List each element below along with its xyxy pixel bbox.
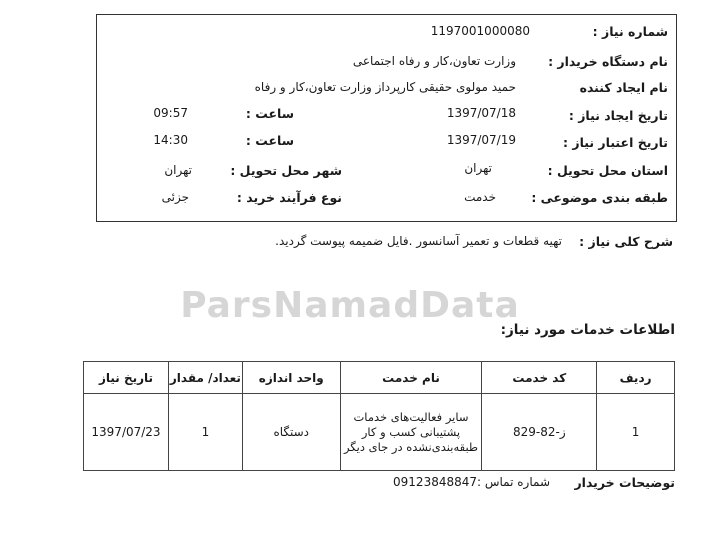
buyer-org-label: نام دستگاه خریدار : [548,54,668,69]
table-row [84,394,675,471]
buyer-notes-label: توضیحات خریدار [574,475,675,490]
created-time: 09:57 [153,106,188,120]
creator: حمید مولوی حقیقی کارپرداز وزارت تعاون،کار و رفاه [254,80,516,94]
validity-time-label: ساعت : [245,133,294,148]
need-number: 1197001000080 [430,24,530,38]
validity-date-label: تاریخ اعتبار نیاز : [563,135,668,150]
col-unit: واحد اندازه [242,362,340,394]
col-service-name: نام خدمت [340,362,482,394]
buyer-notes-value: شماره تماس :09123848847 [393,475,550,489]
buyer-org: وزارت تعاون،کار و رفاه اجتماعی [352,54,516,68]
purchase-type: جزئی [161,190,189,204]
description-value: تهیه قطعات و تعمیر آسانسور .فایل ضمیمه پیوست گردید. [275,234,562,248]
need-date: 1397/07/23 [84,394,169,471]
delivery-city: تهران [164,163,192,177]
validity-time: 14:30 [153,133,188,147]
col-quantity: تعداد/ مقدار [168,362,242,394]
delivery-province-label: استان محل تحویل : [547,163,668,178]
need-number-label: شماره نیاز : [592,24,668,39]
validity-date: 1397/07/19 [446,133,516,147]
services-title: اطلاعات خدمات مورد نیاز: [500,322,675,338]
need-header-box [96,14,677,222]
delivery-province: تهران [464,161,492,175]
col-row-number: ردیف [597,362,675,394]
quantity: 1 [168,394,242,471]
services-header-row [84,362,675,394]
service-code: ز-82-829 [482,394,597,471]
category: خدمت [464,190,496,204]
created-time-label: ساعت : [245,106,294,121]
watermark: ParsNamadData [180,285,520,326]
purchase-type-label: نوع فرآیند خرید : [236,190,342,205]
description-label: شرح کلی نیاز : [579,234,673,249]
col-service-code: کد خدمت [482,362,597,394]
row-number: 1 [597,394,675,471]
delivery-city-label: شهر محل تحویل : [230,163,342,178]
col-need-date: تاریخ نیاز [84,362,169,394]
creator-label: نام ایجاد کننده [579,80,668,95]
service-name: سایر فعالیت‌های خدمات پشتیبانی کسب و کار طبقه‌بندی‌نشده در جای دیگر [340,394,482,471]
services-table [83,361,675,471]
created-date: 1397/07/18 [446,106,516,120]
category-label: طبقه بندی موضوعی : [531,190,668,205]
created-date-label: تاریخ ایجاد نیاز : [568,108,668,123]
unit: دستگاه [242,394,340,471]
